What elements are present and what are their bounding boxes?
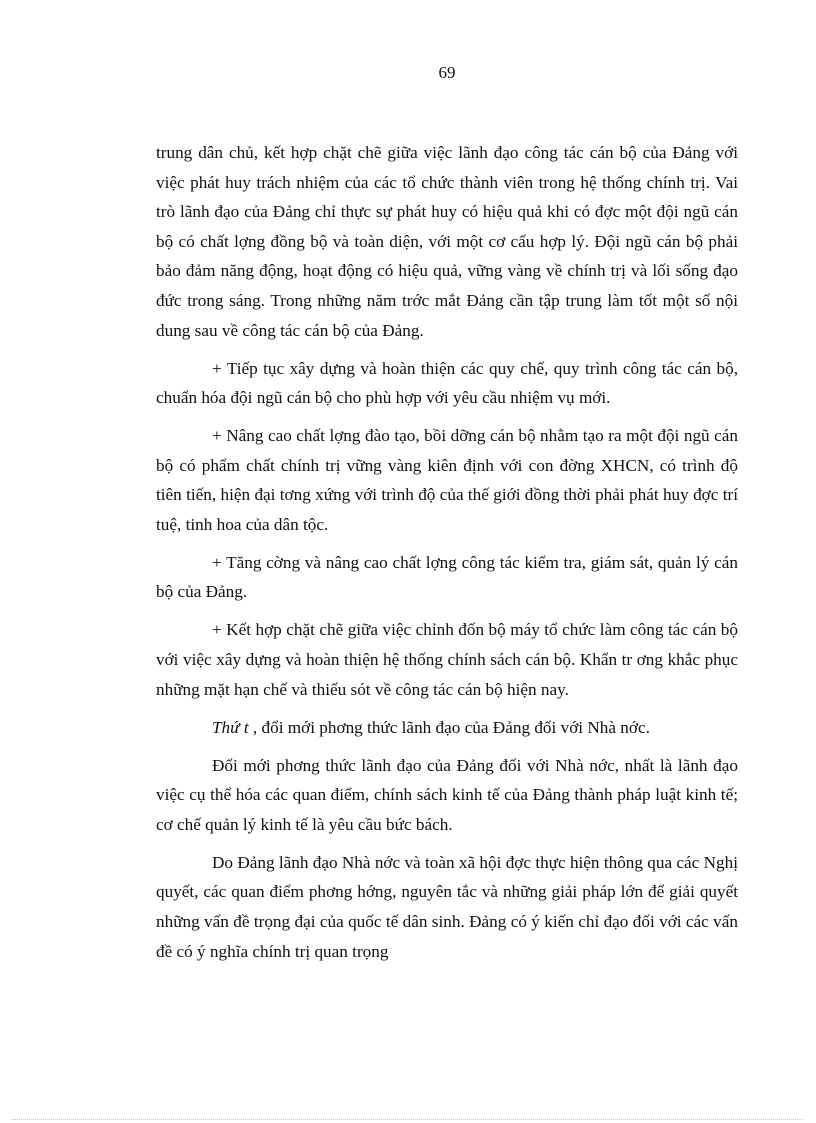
paragraph-2: + Tiếp tục xây dựng và hoàn thiện các quy chế, quy trình công tác cán bộ, chuẩn hóa đội ngũ cán bộ cho phù hợp với yêu cầu nhiệm vụ mới. bbox=[156, 358, 738, 408]
paragraph-3: + Nâng cao chất lợng đào tạo, bồi dỡng cán bộ nhằm tạo ra một đội ngũ cán bộ có phẩm chất chính trị vững vàng kiên định với con đờng XHCN, có trình độ tiên tiến, hiện đại tơng xứng với trình độ của thế giới đồng thời phải phát huy đợc trí tuệ, tinh hoa của dân tộc. bbox=[156, 426, 738, 534]
page-number: 69 bbox=[438, 63, 456, 82]
paragraph-6 bbox=[156, 713, 738, 743]
body-text bbox=[156, 138, 738, 975]
paragraph-6-text: , đổi mới phơng thức lãnh đạo của Đảng đối với Nhà nớc. bbox=[248, 717, 650, 737]
paragraph-7: Đổi mới phơng thức lãnh đạo của Đảng đối với Nhà nớc, nhất là lãnh đạo việc cụ thể hóa các quan điểm, chính sách kinh tế của Đảng thành pháp luật kinh tế; cơ chế quản lý kinh tế là yêu cầu bức bách. bbox=[156, 755, 738, 834]
bottom-dotted-rule bbox=[12, 1119, 804, 1120]
paragraph-1: trung dân chủ, kết hợp chặt chẽ giữa việc lãnh đạo công tác cán bộ của Đảng với việc phát huy trách nhiệm của các tổ chức thành viên trong hệ thống chính trị. Vai trò lãnh đạo của Đảng chỉ thực sự phát huy có hiệu quả khi có đợc một đội ngũ cán bộ có chất lợng đồng bộ và toàn diện, với một cơ cấu hợp lý. Đội ngũ cán bộ phải bảo đảm năng động, hoạt động có hiệu quả, vững vàng về chính trị và lối sống đạo đức trong sáng. Trong những năm trớc mắt Đảng cần tập trung làm tốt một số nội dung sau về công tác cán bộ của Đảng. bbox=[156, 143, 738, 340]
paragraph-5: + Kết hợp chặt chẽ giữa việc chỉnh đốn bộ máy tổ chức làm công tác cán bộ với việc xây dựng và hoàn thiện hệ thống chính sách cán bộ. Khẩn tr ơng khắc phục những mặt hạn chế và thiếu sót về công tác cán bộ hiện nay. bbox=[156, 620, 738, 699]
paragraph-6-lead: Thứ t bbox=[212, 717, 249, 737]
paragraph-4: + Tăng cờng và nâng cao chất lợng công tác kiểm tra, giám sát, quản lý cán bộ của Đảng. bbox=[156, 552, 738, 602]
paragraph-8: Do Đảng lãnh đạo Nhà nớc và toàn xã hội đợc thực hiện thông qua các Nghị quyết, các quan điểm phơng hớng, nguyên tắc và những giải pháp lớn để giải quyết những vấn đề trọng đại của quốc tế dân sinh. Đảng có ý kiến chỉ đạo đối với các vấn đề có ý nghĩa chính trị quan trọng bbox=[156, 852, 738, 961]
